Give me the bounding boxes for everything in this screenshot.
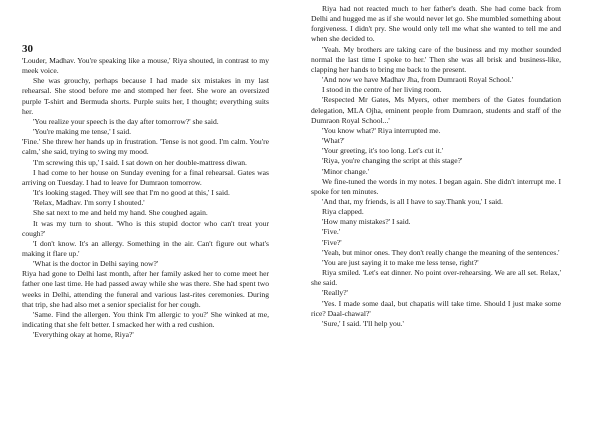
paragraph: Riya had not reacted much to her father's death. She had come back from Delhi and hugged me as if she would never let go. She mumbled something about forgiveness. I didn't pry. She would only tell me what she wanted to tell me and when she decided to. xyxy=(311,4,561,44)
paragraph: 'Yeah. My brothers are taking care of the business and my mother sounded normal the last time I spoke to her.' Then she was all brisk and business-like, clapping her hands to bring me back to the present. xyxy=(311,44,561,74)
paragraph: She was grouchy, perhaps because I had made six mistakes in my last rehearsal. She stood before me and stomped her feet. She wore an oversized purple T-shirt and Bermuda shorts. Purple suits her, I thought; everything suits her. xyxy=(22,76,269,116)
paragraph: 'You are just saying it to make me less tense, right?' xyxy=(322,257,479,267)
paragraph: 'What is the doctor in Delhi saying now?' xyxy=(33,259,159,269)
paragraph: 'Riya, you're changing the script at this stage?' xyxy=(322,156,463,166)
paragraph: Riya smiled. 'Let's eat dinner. No point over-rehearsing. We are all set. Relax,' she said. xyxy=(311,268,561,288)
paragraph: 'How many mistakes?' I said. xyxy=(322,217,411,227)
paragraph: 'Everything okay at home, Riya?' xyxy=(33,330,134,340)
left-page-text xyxy=(22,56,269,340)
paragraph: 'Really?' xyxy=(322,288,348,298)
paragraph: 'Yeah, but minor ones. They don't really change the meaning of the sentences.' xyxy=(322,247,560,257)
paragraph: We fine-tuned the words in my notes. I began again. She didn't interrupt me. I spoke for ten minutes. xyxy=(311,176,561,196)
paragraph: 'Five?' xyxy=(322,237,342,247)
paragraph: 'I don't know. It's an allergy. Something in the air. Can't figure out what's making it flare up.' xyxy=(22,238,269,258)
paragraph: 'Your greeting, it's too long. Let's cut it.' xyxy=(322,146,444,156)
paragraph: I stood in the centre of her living room. xyxy=(322,85,442,95)
paragraph: Riya clapped. xyxy=(322,207,364,217)
right-page-text xyxy=(311,4,561,329)
paragraph: 'And that, my friends, is all I have to say.Thank you,' I said. xyxy=(322,196,503,206)
paragraph: 'Same. Find the allergen. You think I'm allergic to you?' She winked at me, indicating that she felt better. I smacked her with a red cushion. xyxy=(22,309,269,330)
paragraph: 'You know what?' Riya interrupted me. xyxy=(322,125,441,135)
paragraph: 'And now we have Madhav Jha, from Dumraoti Royal School.' xyxy=(322,75,514,85)
paragraph: 'It's looking staged. They will see that I'm no good at this,' I said. xyxy=(33,188,230,198)
paragraph: It was my turn to shout. 'Who is this stupid doctor who can't treat your cough?' xyxy=(22,218,269,238)
paragraph: Riya had gone to Delhi last month, after her family asked her to come meet her father one last time. He had passed away while she was there. She had spent two weeks in Delhi, attending the funeral and various last-rites ceremonies. During that trip, she had also met a senior specialist for her cough. xyxy=(22,269,269,309)
paragraph: 'Fine.' She threw her hands up in frustration. 'Tense is not good. I'm calm. You're calm,' she said, trying to swing my mood. xyxy=(22,137,269,157)
page-number: 30 xyxy=(22,43,33,55)
paragraph: 'Five.' xyxy=(322,227,341,237)
paragraph: She sat next to me and held my hand. She coughed again. xyxy=(33,208,208,218)
paragraph: 'Relax, Madhav. I'm sorry I shouted.' xyxy=(33,198,145,208)
paragraph: 'Yes. I made some daal, but chapatis will take time. Should I just make some rice? Daal-chawal?' xyxy=(311,298,561,318)
paragraph: 'You realize your speech is the day after tomorrow?' she said. xyxy=(33,116,219,126)
paragraph: 'What?' xyxy=(322,136,345,146)
paragraph: 'I'm screwing this up,' I said. I sat down on her double-mattress diwan. xyxy=(33,157,247,167)
paragraph: 'Minor change.' xyxy=(322,166,370,176)
paragraph: I had come to her house on Sunday evening for a final rehearsal. Gates was arriving on Tuesday. I had to leave for Dumraon tomorrow. xyxy=(22,167,269,187)
paragraph: 'Louder, Madhav. You're speaking like a mouse,' Riya shouted, in contrast to my meek voice. xyxy=(22,56,269,76)
paragraph: 'You're making me tense,' I said. xyxy=(33,127,132,137)
paragraph: 'Respected Mr Gates, Ms Myers, other members of the Gates foundation delegation, MLA Ojha, eminent people from Dumraon, students and staff of the Dumraon Royal School...' xyxy=(311,95,561,125)
paragraph: 'Sure,' I said. 'I'll help you.' xyxy=(322,318,404,328)
